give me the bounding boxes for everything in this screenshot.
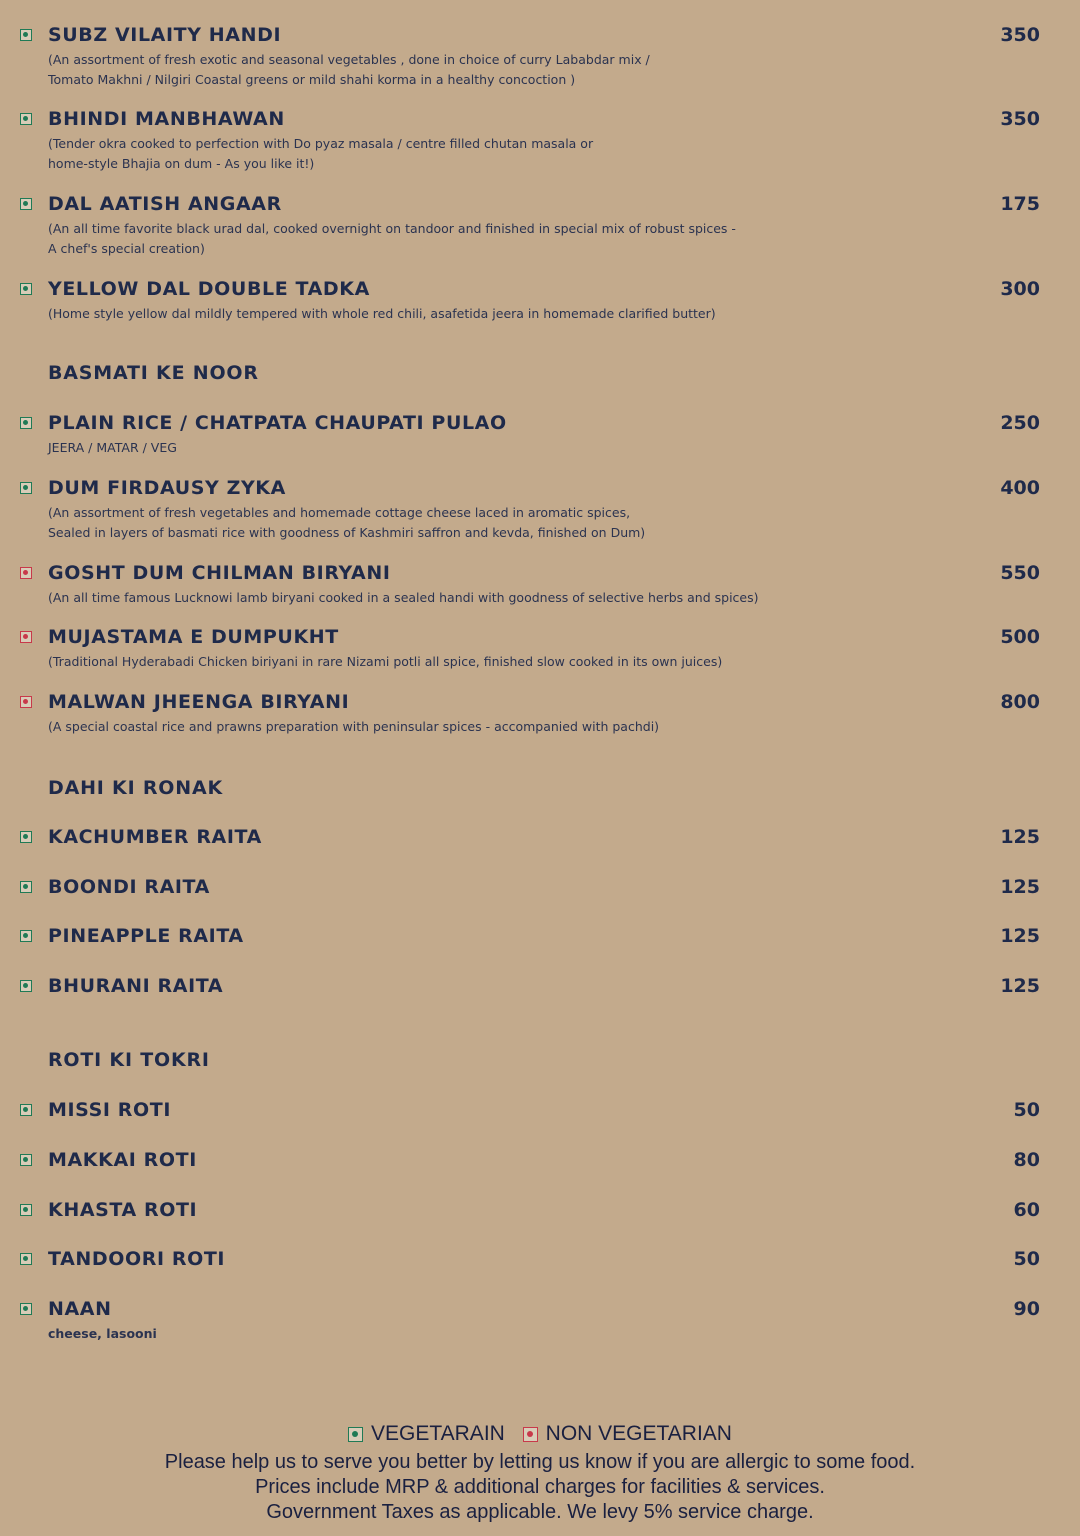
menu-item [20,1099,1050,1123]
menu-item [20,108,1050,174]
item-price: 500 [1000,626,1040,648]
item-name: BOONDI RAITA [48,876,210,898]
veg-mark-icon [20,113,32,125]
section-heading: ROTI KI TOKRI [48,1049,210,1071]
item-name: PINEAPPLE RAITA [48,925,244,947]
item-name: KACHUMBER RAITA [48,826,262,848]
item-name: PLAIN RICE / CHATPATA CHAUPATI PULAO [48,412,507,434]
item-price: 550 [1000,562,1040,584]
item-price: 400 [1000,477,1040,499]
item-description: cheese, lasooni [48,1326,157,1341]
item-price: 800 [1000,691,1040,713]
veg-mark-icon [20,1204,32,1216]
item-name: MUJASTAMA E DUMPUKHT [48,626,339,648]
veg-mark-icon [20,980,32,992]
veg-mark-icon [20,417,32,429]
legend-veg-label: VEGETARAIN [371,1422,505,1446]
legend-veg [348,1422,505,1446]
item-name: MISSI ROTI [48,1099,171,1121]
item-description: (An all time favorite black urad dal, cooked overnight on tandoor and finished in special mix of robust spices - A chef's special creation) [48,221,736,256]
pricing-note: Prices include MRP & additional charges for facilities & services. [255,1476,825,1498]
item-price: 350 [1000,108,1040,130]
item-name: TANDOORI ROTI [48,1248,226,1270]
veg-mark-icon [20,930,32,942]
menu-item [20,876,1050,900]
section-heading: BASMATI KE NOOR [48,362,259,384]
item-price: 50 [1013,1099,1040,1121]
non-veg-mark-icon [523,1427,538,1442]
menu-item [20,477,1050,543]
veg-mark-icon [20,1104,32,1116]
menu-item [20,193,1050,259]
item-name: NAAN [48,1298,112,1320]
item-price: 125 [1000,975,1040,997]
item-name: MALWAN JHEENGA BIRYANI [48,691,350,713]
item-name: DAL AATISH ANGAAR [48,193,282,215]
menu-item [20,1149,1050,1173]
item-description: (An all time famous Lucknowi lamb biryani cooked in a sealed handi with goodness of selective herbs and spices) [48,590,759,605]
item-name: YELLOW DAL DOUBLE TADKA [48,278,370,300]
item-description: JEERA / MATAR / VEG [48,440,177,455]
non-veg-mark-icon [20,567,32,579]
item-name: BHURANI RAITA [48,975,224,997]
veg-mark-icon [348,1427,363,1442]
item-name: BHINDI MANBHAWAN [48,108,285,130]
menu-item [20,1298,1050,1344]
item-price: 175 [1000,193,1040,215]
menu-item [20,278,1050,324]
item-price: 50 [1013,1248,1040,1270]
item-name: DUM FIRDAUSY ZYKA [48,477,286,499]
menu-item [20,626,1050,672]
legend-nonveg-label: NON VEGETARIAN [545,1422,732,1446]
item-name: SUBZ VILAITY HANDI [48,24,282,46]
veg-mark-icon [20,1303,32,1315]
menu-item [20,975,1050,999]
item-price: 90 [1013,1298,1040,1320]
item-price: 125 [1000,826,1040,848]
veg-mark-icon [20,881,32,893]
item-price: 250 [1000,412,1040,434]
item-description: (An assortment of fresh exotic and seasonal vegetables , done in choice of curry Lababdar mix / Tomato Makhni / Nilgiri Coastal greens or mild shahi korma in a healthy concoction ) [48,52,650,87]
menu-item [20,925,1050,949]
item-description: (Traditional Hyderabadi Chicken biriyani in rare Nizami potli all spice, finished slow cooked in its own juices) [48,654,723,669]
legend [0,1422,1080,1450]
veg-mark-icon [20,482,32,494]
item-name: KHASTA ROTI [48,1199,198,1221]
allergy-note: Please help us to serve you better by letting us know if you are allergic to some food. [164,1451,916,1473]
item-name: GOSHT DUM CHILMAN BIRYANI [48,562,391,584]
veg-mark-icon [20,1154,32,1166]
section-heading: DAHI KI RONAK [48,777,223,799]
veg-mark-icon [20,1253,32,1265]
non-veg-mark-icon [20,696,32,708]
menu-footer [0,1422,1080,1525]
item-description: (An assortment of fresh vegetables and homemade cottage cheese laced in aromatic spices, Sealed in layers of basmati rice with goodness of Kashmiri saffron and kevda, finished on Dum) [48,505,646,540]
item-price: 300 [1000,278,1040,300]
veg-mark-icon [20,198,32,210]
item-price: 80 [1013,1149,1040,1171]
item-description: (A special coastal rice and prawns preparation with peninsular spices - accompanied with pachdi) [48,719,660,734]
menu-item [20,1199,1050,1223]
item-price: 350 [1000,24,1040,46]
item-description: (Tender okra cooked to perfection with Do pyaz masala / centre filled chutan masala or home-style Bhajia on dum - As you like it!) [48,136,594,171]
item-price: 125 [1000,876,1040,898]
menu-item [20,826,1050,850]
menu-item [20,412,1050,458]
item-name: MAKKAI ROTI [48,1149,197,1171]
item-price: 60 [1013,1199,1040,1221]
tax-note: Government Taxes as applicable. We levy 5% service charge. [266,1501,814,1523]
menu-item [20,1248,1050,1272]
item-price: 125 [1000,925,1040,947]
menu-item [20,24,1050,90]
menu-item [20,691,1050,737]
veg-mark-icon [20,283,32,295]
veg-mark-icon [20,29,32,41]
legend-nonveg [523,1422,732,1446]
item-description: (Home style yellow dal mildly tempered with whole red chili, asafetida jeera in homemade clarified butter) [48,306,716,321]
menu-item [20,562,1050,608]
veg-mark-icon [20,831,32,843]
non-veg-mark-icon [20,631,32,643]
